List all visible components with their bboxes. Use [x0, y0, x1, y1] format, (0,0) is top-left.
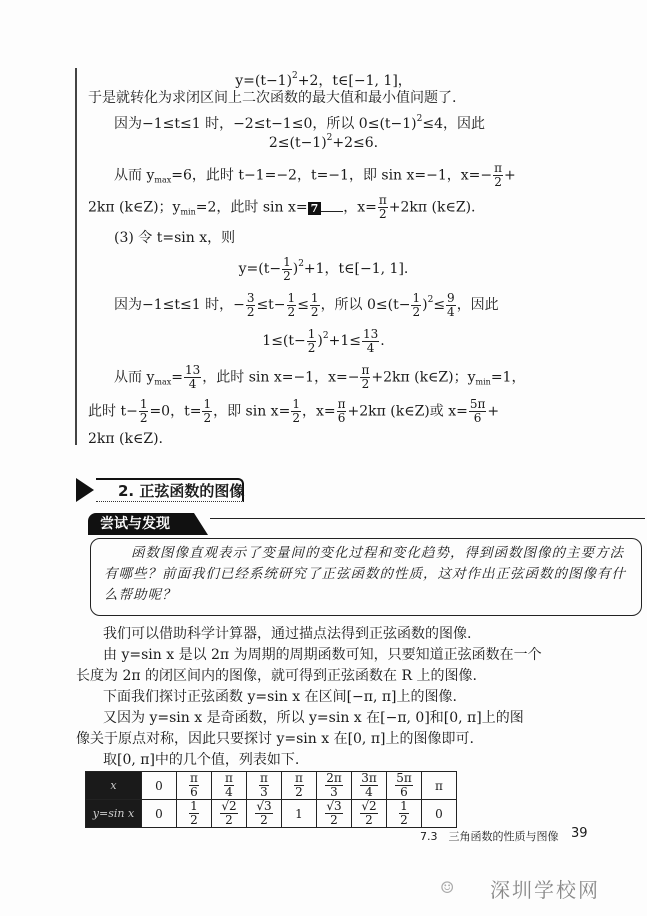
text: 因为−1≤t≤1 时，−2≤t−1≤0，所以 0≤(t−1): [114, 116, 417, 132]
fraction: $\frac{1}{2}$: [307, 326, 316, 355]
fraction: $\frac{5\pi}{6}$: [396, 771, 412, 799]
try-discover-label: 尝试与发现: [88, 513, 194, 535]
fraction: $\frac{√2}{2}$: [361, 799, 377, 827]
text: ，此时 sin x=−1，x=−: [202, 369, 360, 386]
paragraph-line: [114, 228, 235, 248]
text: +2≤6.: [332, 135, 379, 151]
paragraph-line: [88, 429, 163, 449]
paragraph-line: [103, 624, 471, 644]
paragraph-line: [76, 729, 474, 749]
superscript: 2: [427, 295, 434, 305]
table-cell: [422, 772, 457, 800]
superscript: 2: [298, 259, 304, 269]
paragraph-line: [103, 645, 542, 665]
text: ≤: [433, 297, 446, 313]
text: 像关于原点对称，因此只要探讨 y=sin x 在[0, π]上的图像即可.: [76, 731, 474, 747]
table-cell: [387, 772, 422, 800]
text: =6，此时 t−1=−2，t=−1，即 sin x=−1，x=−: [171, 167, 493, 184]
text: y=(t−: [238, 261, 282, 277]
text: ): [422, 297, 428, 313]
text: 1≤(t−: [262, 333, 306, 349]
text: 0: [155, 806, 163, 821]
fraction: $\frac{\pi}{6}$: [337, 397, 346, 425]
text: +1，t∈[−1, 1].: [303, 261, 409, 277]
fraction: $\frac{1}{2}$: [283, 254, 291, 283]
text: ，所以 0≤(t−: [320, 297, 411, 313]
text: ): [292, 261, 299, 277]
table-cell: [422, 800, 457, 828]
table-cell: [142, 800, 177, 828]
paragraph-line: [88, 194, 476, 223]
equation: [0, 326, 647, 355]
paragraph-line: [103, 687, 457, 707]
chapter-footer: 7.3 三角函数的性质与图像: [420, 830, 559, 843]
table-cell: [247, 772, 282, 800]
paragraph-line: [114, 162, 516, 191]
sine-value-table: [85, 771, 457, 828]
text: 我们可以借助科学计算器，通过描点法得到正弦函数的图像.: [103, 626, 472, 642]
superscript: 2: [292, 71, 298, 81]
fraction: $\frac{1}{2}$: [139, 397, 148, 425]
subscript: max: [154, 175, 172, 185]
text: 此时 t−: [88, 403, 138, 420]
paragraph-line: [103, 708, 524, 728]
superscript: 2: [416, 114, 423, 124]
fraction: $\frac{\pi}{2}$: [295, 771, 303, 799]
fraction: $\frac{2\pi}{3}$: [326, 771, 342, 799]
fraction: $\frac{\pi}{4}$: [225, 771, 233, 799]
text: ，x=: [301, 403, 336, 420]
table-cell: [387, 800, 422, 828]
equation: [0, 254, 647, 283]
fraction: $\frac{5\pi}{6}$: [469, 397, 486, 425]
fraction: $\frac{1}{2}$: [400, 799, 408, 827]
text: +1≤: [328, 333, 361, 349]
text: 由 y=sin x 是以 2π 为周期的周期函数可知，只要知道正弦函数在一个: [103, 647, 542, 663]
fraction: $\frac{\pi}{2}$: [361, 363, 370, 391]
paragraph-line: [88, 88, 456, 108]
paragraph-line: [76, 666, 477, 686]
arrow-icon: [76, 478, 94, 502]
text: =1，: [490, 369, 526, 386]
subscript: min: [180, 207, 196, 217]
text: +: [487, 403, 500, 420]
table-cell: [177, 800, 212, 828]
text: 又因为 y=sin x 是奇函数，所以 y=sin x 在[−π, 0]和[0, π]上的图: [103, 710, 524, 726]
text: ，即 sin x=: [213, 403, 291, 420]
text: 下面我们探讨正弦函数 y=sin x 在区间[−π, π]上的图像.: [103, 689, 457, 705]
fraction: $\frac{1}{2}$: [203, 397, 212, 425]
table-cell: [317, 800, 352, 828]
paragraph-line: [114, 290, 499, 319]
fraction: $\frac{13}{4}$: [184, 363, 201, 391]
text: 因为−1≤t≤1 时，−: [114, 297, 245, 313]
text: 0: [155, 778, 163, 793]
fraction: $\frac{\pi}{2}$: [378, 193, 387, 221]
text: ): [317, 333, 323, 349]
fraction: $\frac{√3}{2}$: [256, 799, 272, 827]
fraction: $\frac{1}{2}$: [287, 290, 296, 319]
table-cell: [317, 772, 352, 800]
text: =2，此时 sin x=: [195, 199, 308, 216]
text: +2kπ (k∈Z).: [388, 199, 476, 216]
text: 从而 y: [114, 369, 155, 386]
equation: [0, 128, 647, 153]
text: 2≤(t−1): [268, 135, 327, 151]
fraction: $\frac{\pi}{3}$: [260, 771, 268, 799]
paragraph-line: [103, 750, 299, 770]
fraction: $\frac{1}{2}$: [190, 799, 198, 827]
text: ≤4，因此: [422, 116, 486, 132]
fraction: $\frac{√3}{2}$: [326, 799, 342, 827]
text: =0，t=: [149, 403, 202, 420]
table-cell: [352, 772, 387, 800]
text: π: [435, 778, 443, 793]
subscript: max: [154, 377, 172, 387]
text: ，x=: [343, 199, 377, 216]
subscript: min: [475, 377, 491, 387]
page-number: 39: [571, 826, 588, 841]
table-row-x: [86, 772, 457, 800]
text: =: [171, 369, 183, 386]
fraction: $\frac{√2}{2}$: [221, 799, 237, 827]
text: +2kπ (k∈Z)或 x=: [347, 403, 468, 420]
table-row-y: [86, 800, 457, 828]
fraction: $\frac{\pi}{6}$: [190, 771, 198, 799]
fraction: $\frac{9}{4}$: [447, 290, 455, 319]
text: 2kπ (k∈Z)；y: [88, 199, 181, 216]
text: 于是就转化为求闭区间上二次函数的最大值和最小值问题了.: [88, 90, 457, 106]
table-cell: [282, 800, 317, 828]
table-cell: [352, 800, 387, 828]
fraction: $\frac{1}{2}$: [310, 290, 319, 319]
text: 2kπ (k∈Z).: [88, 431, 163, 447]
table-cell: [142, 772, 177, 800]
answer-marker: 7: [308, 202, 322, 215]
text: +2kπ (k∈Z)；y: [371, 369, 476, 386]
row-header: x: [86, 772, 142, 800]
fraction: $\frac{3\pi}{4}$: [361, 771, 377, 799]
table-cell: [247, 800, 282, 828]
text: 从而 y: [114, 167, 155, 184]
fraction: $\frac{3}{2}$: [246, 290, 255, 319]
wechat-icon: ☺: [440, 878, 455, 897]
text: 取[0, π]中的几个值，列表如下.: [103, 752, 300, 768]
text: +2，t∈[−1, 1]，: [297, 73, 412, 89]
text: 长度为 2π 的闭区间内的图像，就可得到正弦函数在 R 上的图像.: [76, 668, 477, 684]
section-title: 2. 正弦函数的图像: [118, 482, 245, 500]
paragraph-line: [114, 364, 525, 393]
fraction: $\frac{1}{2}$: [292, 397, 300, 425]
text: y=(t−1): [235, 73, 293, 89]
watermark: 深圳学校网: [490, 878, 600, 902]
answer-blank: [321, 211, 343, 212]
text: 0: [435, 806, 443, 821]
superscript: 2: [322, 331, 329, 341]
section-heading: [76, 478, 246, 502]
text: 1: [295, 806, 303, 821]
text: (3) 令 t=sin x，则: [114, 230, 236, 246]
table-cell: [282, 772, 317, 800]
table-cell: [212, 800, 247, 828]
try-discover-text: 函数图像直观表示了变量间的变化过程和变化趋势，得到函数图像的主要方法有哪些？前面我们已经系统研究了正弦函数的性质，这对作出正弦函数的图像有什么帮助呢？: [104, 545, 626, 603]
table-cell: [212, 772, 247, 800]
fraction: $\frac{13}{4}$: [362, 326, 379, 355]
text: ，因此: [456, 297, 499, 313]
fraction: $\frac{\pi}{2}$: [494, 161, 503, 189]
superscript: 2: [326, 133, 333, 143]
fraction: $\frac{1}{2}$: [412, 290, 421, 319]
paragraph-line: [88, 398, 499, 425]
text: +: [504, 167, 516, 184]
text: ≤: [297, 297, 309, 313]
text: ≤t−: [256, 297, 286, 313]
row-header: y=sin x: [86, 800, 142, 828]
text: .: [380, 333, 385, 349]
table-cell: [177, 772, 212, 800]
